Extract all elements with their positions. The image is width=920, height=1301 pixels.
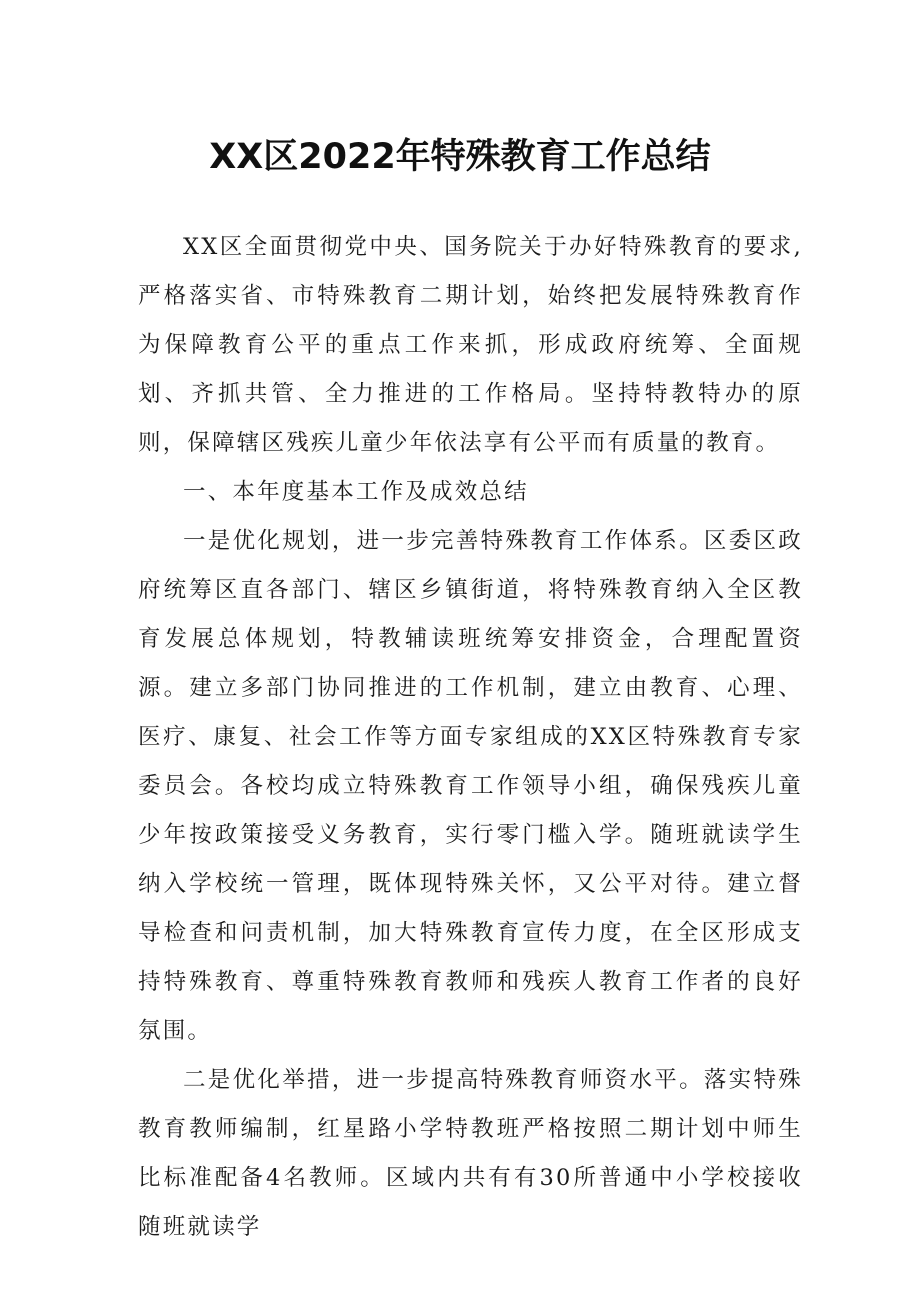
section-heading: 一、本年度基本工作及成效总结: [183, 479, 529, 505]
paragraph-planning: 一是优化规划，进一步完善特殊教育工作体系。区委区政府统筹区直各部门、辖区乡镇街道，将特殊教育纳入全区教育发展总体规划，特教辅读班统筹安排资金，合理配置资源。建立多部门协同推进的工作机制，建立由教育、心理、医疗、康复、社会工作等方面专家组成的XX区特殊教育专家委员会。各校均成立特殊教育工作领导小组，确保残疾儿童少年按政策接受义务教育，实行零门槛入学。随班就读学生纳入学校统一管理，既体现特殊关怀，又公平对待。建立督导检查和问责机制，加大特殊教育宣传力度，在全区形成支持特殊教育、尊重特殊教育教师和残疾人教育工作者的良好氛围。: [138, 528, 803, 1044]
document-title: XX区2022年特殊教育工作总结: [209, 137, 711, 177]
paragraph-intro: XX区全面贯彻党中央、国务院关于办好特殊教育的要求,严格落实省、市特殊教育二期计划，始终把发展特殊教育作为保障教育公平的重点工作来抓，形成政府统筹、全面规划、齐抓共管、全力推进的工作格局。坚持特教特办的原则，保障辖区残疾儿童少年依法享有公平而有质量的教育。: [138, 234, 803, 456]
paragraph-measures: 二是优化举措，进一步提高特殊教育师资水平。落实特殊教育教师编制，红星路小学特教班严格按照二期计划中师生比标准配备4名教师。区域内共有有30所普通中小学校接收随班就读学: [138, 1067, 803, 1240]
document-body: [138, 223, 803, 1252]
